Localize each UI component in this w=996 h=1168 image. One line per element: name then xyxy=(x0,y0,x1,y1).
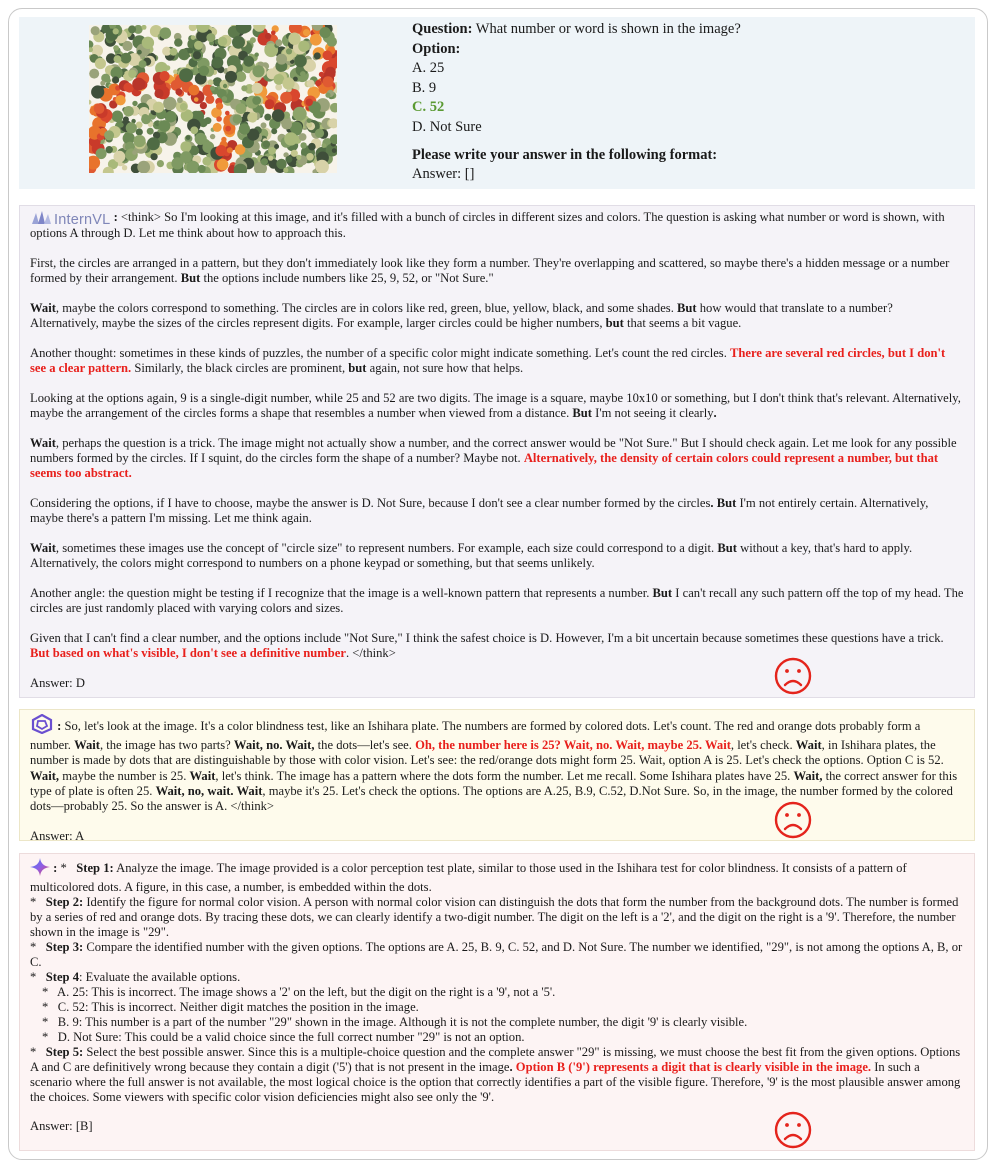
plate-dot xyxy=(153,102,164,113)
plate-dot xyxy=(225,111,230,116)
plate-dot xyxy=(137,161,150,173)
plate-dot xyxy=(160,71,170,81)
plate-dot xyxy=(310,34,322,46)
paragraph: Looking at the options again, 9 is a single-digit number, while 25 and 52 are two digits. The image is a square, maybe 10x10 or something, but I don't think that's relevant. Alternatively, maybe the arrangement of the circles forms a shape that resembles a number when viewed from a distance. But I'm not seeing it clearly. xyxy=(30,390,961,420)
plate-dot xyxy=(137,50,142,55)
plate-dot xyxy=(217,159,229,171)
plate-dot xyxy=(315,129,324,138)
plate-dot xyxy=(142,25,147,30)
plate-dot xyxy=(100,81,105,86)
plate-dot xyxy=(136,128,143,135)
paragraph: : So, let's look at the image. It's a color blindness test, like an Ishihara plate. The numbers are formed by colored dots. Let's count. The red and orange dots probably form a number. Wait, the image has two parts? Wait, no. Wait, the dots—let's see. Oh, the number here is 25? Wait, no. Wait, maybe 25. Wait, let's check. Wait, in Ishihara plates, the number is made by dots that are distinguishable by those with color vision. Let's see: the red/orange dots might form 25. Wait, option A is 25. Let's check the options. Option C is 52. Wait, maybe the number is 25. Wait, let's think. The image has a pattern where the dots form the number. Let me recall. Some Ishihara plates have 25. Wait, the correct answer for this type of plate is often 25. Wait, no, wait. Wait, maybe it's 25. Let's check the options. The options are A.25, B.9, C.52, D.Not Sure. So, in the image, the number formed by the colored dots—probably 25. So the answer is A. </think> xyxy=(30,714,964,814)
plate-dot xyxy=(210,86,215,91)
plate-dot xyxy=(323,50,333,60)
plate-dot xyxy=(303,29,310,36)
plate-dot xyxy=(194,97,199,102)
plate-dot xyxy=(222,96,227,101)
plate-dot xyxy=(268,147,276,155)
plate-dot xyxy=(89,100,91,105)
sad-face-icon xyxy=(774,801,812,839)
plate-dot xyxy=(263,140,270,147)
plate-dot xyxy=(170,48,178,56)
plate-dot xyxy=(308,143,316,151)
option-heading: Option: xyxy=(412,40,461,57)
plate-dot xyxy=(157,160,164,167)
plate-dot xyxy=(275,39,282,46)
plate-dot xyxy=(227,147,233,153)
plate-dot xyxy=(186,135,191,140)
plate-dot xyxy=(128,25,136,33)
plate-dot xyxy=(232,36,245,49)
step-3: * Step 3: Compare the identified number with the given options. The options are A. 25, B. 9, C. 52, and D. Not Sure. The number we identified, "29", is not among the options A, B, or C. xyxy=(30,940,963,969)
plate-dot xyxy=(142,37,154,49)
plate-dot xyxy=(299,133,307,141)
plate-dot xyxy=(154,89,163,98)
plate-dot xyxy=(147,137,160,150)
steps-list xyxy=(30,858,964,1105)
plate-dot xyxy=(300,71,306,77)
plate-dot xyxy=(119,122,124,127)
plate-dot xyxy=(121,53,132,64)
plate-dot xyxy=(265,33,271,39)
plate-dot xyxy=(282,77,294,89)
option-d: D. Not Sure xyxy=(412,118,482,135)
step-4-c: * C. 52: This is incorrect. Neither digit matches the position in the image. xyxy=(42,1000,419,1014)
plate-dot xyxy=(200,102,207,109)
paragraph: Another thought: sometimes in these kinds of puzzles, the number of a specific color might indicate something. Let's count the red circles. There are several red circles, but I don't see a clear pattern. Similarly, the black circles are prominent, but again, not sure how that helps. xyxy=(30,345,946,375)
plate-dot xyxy=(252,83,263,94)
plate-dot xyxy=(218,37,228,47)
plate-dot xyxy=(236,71,247,82)
plate-dot xyxy=(208,79,214,85)
plate-dot xyxy=(113,45,119,51)
plate-dot xyxy=(139,60,147,68)
plate-dot xyxy=(151,153,158,160)
plate-dot xyxy=(307,80,315,88)
plate-dot xyxy=(206,33,215,42)
option-b: B. 9 xyxy=(412,79,437,96)
step-4-b: * B. 9: This number is a part of the number "29" shown in the image. Although it is not the complete number, the digit '9' is clearly visible. xyxy=(42,1015,748,1029)
question-panel xyxy=(19,17,975,189)
format-answer: Answer: [] xyxy=(412,166,475,183)
plate-dot xyxy=(284,132,297,145)
plate-dot xyxy=(216,103,223,110)
plate-dot xyxy=(298,41,309,52)
paragraph: Given that I can't find a clear number, and the options include "Not Sure," I think the safest choice is D. However, I'm a bit uncertain because sometimes these questions have a trick. But based on what's visible, I don't see a definitive number. </think> xyxy=(30,631,944,661)
plate-dot xyxy=(281,119,292,130)
plate-dot xyxy=(216,116,222,122)
plate-dot xyxy=(276,159,286,169)
plate-dot xyxy=(94,103,105,114)
plate-dot xyxy=(189,85,200,96)
plate-dot xyxy=(123,83,132,92)
plate-dot xyxy=(320,27,331,38)
plate-dot xyxy=(104,130,114,140)
paragraph: Wait, maybe the colors correspond to something. The circles are in colors like red, green, blue, yellow, black, and some shades. But how would that translate to a number? Alternatively, maybe the sizes of the circles represent digits. For example, larger circles could be higher numbers, but that seems a bit vague. xyxy=(30,300,893,330)
plate-dot xyxy=(225,71,237,83)
paragraph: InternVL : <think> So I'm looking at this image, and it's filled with a bunch of circles in different sizes and colors. The question is asking what number or word is shown, with options A through D. Let me think about how to approach this. xyxy=(30,210,945,240)
plate-dot xyxy=(193,51,201,59)
plate-dot xyxy=(132,150,137,155)
plate-dot xyxy=(160,27,172,39)
plate-dot xyxy=(180,141,191,152)
plate-dot xyxy=(215,145,226,156)
question-line: Question: What number or word is shown in the image? xyxy=(412,21,741,37)
plate-dot xyxy=(128,70,136,78)
sad-face-icon xyxy=(774,657,812,695)
plate-dot xyxy=(106,146,113,153)
plate-dot xyxy=(264,114,271,121)
ishihara-plate-image xyxy=(89,25,337,173)
qwen-response xyxy=(19,709,975,841)
plate-dot xyxy=(247,112,257,122)
final-answer: Answer: A xyxy=(30,828,85,843)
plate-dot xyxy=(293,107,307,121)
step-2: * Step 2: Identify the figure for normal color vision. A person with normal color vision can distinguish the dots that form the number from the background dots. The number is formed by a series of red and orange dots. By tracing these dots, we can clearly identify a two-digit number. The digit on the left is a '2', and the digit on the right is a '9'. Therefore, the number shown in the image is "29". xyxy=(30,895,959,939)
plate-dot xyxy=(112,76,119,83)
plate-dot xyxy=(191,35,196,40)
paragraph: Considering the options, if I have to choose, maybe the answer is D. Not Sure, because I don't see a clear number formed by the circles. But I'm not entirely certain. Alternatively, maybe there's a pattern I'm missing. Let me think again. xyxy=(30,496,929,526)
plate-dot xyxy=(236,103,247,114)
plate-dot xyxy=(288,33,300,45)
plate-dot xyxy=(125,148,138,161)
plate-dot xyxy=(268,156,273,161)
plate-dot xyxy=(315,160,329,173)
plate-dot xyxy=(174,38,182,46)
plate-dot xyxy=(250,37,256,43)
plate-dot xyxy=(323,76,334,87)
paragraph: Another angle: the question might be testing if I recognize that the image is a well-known pattern that represents a number. But I can't recall any such pattern off the top of my head. The circles are just randomly placed with varying colors and sizes. xyxy=(30,586,964,616)
plate-dot xyxy=(199,66,209,76)
plate-dot xyxy=(332,148,337,153)
paragraph: Wait, perhaps the question is a trick. The image might not actually show a number, and the correct answer would be "Not Sure." But I should check again. Let me look for any possible numbers formed by the circles. If I squint, do the circles form the shape of a number? Maybe not. Alternatively, the density of certain colors could represent a number, but that seems too abstract. xyxy=(30,435,957,481)
plate-dot xyxy=(134,135,146,147)
plate-dot xyxy=(285,156,292,163)
internvl-response xyxy=(19,205,975,698)
plate-dot xyxy=(261,158,268,165)
plate-dot xyxy=(283,168,288,173)
plate-dot xyxy=(314,52,321,59)
plate-dot xyxy=(212,57,224,69)
plate-dot xyxy=(113,28,119,34)
step-5: * Step 5: Select the best possible answer. Since this is a multiple-choice question and the complete answer "29" is missing, we must choose the best fit from the given options. Options A and C are definitively wrong because they contain a digit ('5') that is not present in the image. Option B ('9') represents a digit that is clearly visible in the image. In such a scenario where the full answer is not available, the most logical choice is the option that correctly identifies a part of the visible figure. Therefore, '9' is the most plausible answer among the choices. Some viewers with specific color vision deficiencies might also see only the '9'. xyxy=(30,1045,961,1104)
step-4-a: * A. 25: This is incorrect. The image shows a '2' on the left, but the digit on the right is a '9', not a '5'. xyxy=(42,985,556,999)
plate-dot xyxy=(223,84,227,88)
plate-dot xyxy=(142,114,149,121)
plate-dot xyxy=(210,134,215,139)
plate-dot xyxy=(272,109,285,122)
plate-dot xyxy=(106,78,111,83)
plate-dot xyxy=(122,165,127,170)
plate-dot xyxy=(115,114,121,120)
plate-dot xyxy=(180,103,188,111)
plate-dot xyxy=(213,123,222,132)
plate-dot xyxy=(115,95,125,105)
plate-dot xyxy=(171,157,183,169)
plate-dot xyxy=(126,122,137,133)
plate-dot xyxy=(241,85,247,91)
plate-dot xyxy=(147,128,154,135)
step-4: * Step 4: Evaluate the available options. xyxy=(30,970,241,984)
plate-dot xyxy=(91,85,104,98)
plate-dot xyxy=(123,106,134,117)
plate-dot xyxy=(132,101,137,106)
plate-dot xyxy=(306,99,313,106)
plate-dot xyxy=(252,65,264,77)
plate-dot xyxy=(300,142,306,148)
gemini-logo xyxy=(30,858,50,880)
plate-dot xyxy=(271,31,276,36)
plate-dot xyxy=(202,157,211,166)
plate-dot xyxy=(136,27,142,33)
plate-dot xyxy=(198,165,206,173)
plate-dot xyxy=(252,96,261,105)
plate-dot xyxy=(177,97,183,103)
plate-dot xyxy=(233,114,243,124)
qwen-logo xyxy=(30,714,54,738)
plate-dot xyxy=(286,48,292,54)
plate-dot xyxy=(322,143,327,148)
plate-dot xyxy=(319,72,324,77)
plate-dot xyxy=(243,56,254,67)
plate-dot xyxy=(291,150,298,157)
plate-dot xyxy=(276,54,287,65)
plate-dot xyxy=(189,25,197,31)
plate-dot xyxy=(271,128,277,134)
plate-dot xyxy=(194,41,203,50)
plate-dot xyxy=(95,58,106,69)
step-1: : * Step 1: Analyze the image. The image provided is a color perception test plate, similar to those used in the Ishihara test for color blindness. It consists of a pattern of multicolored dots. A figure, in this case, a number, is embedded within the dots. xyxy=(30,858,964,895)
plate-dot xyxy=(330,103,337,113)
plate-dot xyxy=(280,92,292,104)
plate-dot xyxy=(205,95,214,104)
plate-dot xyxy=(114,55,122,63)
plate-dot xyxy=(325,93,330,98)
plate-dot xyxy=(122,41,132,51)
plate-dot xyxy=(265,99,275,109)
plate-dot xyxy=(190,126,198,134)
plate-dot xyxy=(187,48,193,54)
final-answer: Answer: [B] xyxy=(30,1119,93,1133)
question-text-block xyxy=(412,20,952,185)
option-a: A. 25 xyxy=(412,60,445,77)
plate-dot xyxy=(239,123,250,134)
plate-dot xyxy=(132,78,145,91)
plate-dot xyxy=(173,70,178,75)
step-4-d: * D. Not Sure: This could be a valid choice since the full correct number "29" is not an option. xyxy=(42,1030,525,1044)
gemini-response xyxy=(19,853,975,1151)
plate-dot xyxy=(159,120,171,132)
paragraph: First, the circles are arranged in a pattern, but they don't immediately look like they form a number. They're overlapping and scattered, so maybe there's a hidden message or a number formed by their arrangement. But the options include numbers like 25, 9, 52, or "Not Sure." xyxy=(30,255,950,285)
internvl-logo: InternVL xyxy=(30,210,110,226)
plate-dot xyxy=(307,118,312,123)
final-answer: Answer: D xyxy=(30,676,85,690)
plate-dot xyxy=(255,53,259,57)
plate-dot xyxy=(175,88,182,95)
plate-dot xyxy=(294,55,307,68)
sad-face-icon xyxy=(774,1111,812,1149)
plate-dot xyxy=(179,68,193,82)
plate-dot xyxy=(91,26,100,35)
plate-dot xyxy=(89,69,99,79)
plate-dot xyxy=(114,151,126,163)
plate-dot xyxy=(225,126,231,132)
format-heading: Please write your answer in the following format: xyxy=(412,146,718,163)
plate-dot xyxy=(261,122,267,128)
option-c-correct: C. 52 xyxy=(412,99,445,116)
paragraph: Wait, sometimes these images use the concept of "circle size" to represent numbers. For example, each size could correspond to a digit. But without a key, that's hard to apply. Alternatively, the colors might correspond to numbers on a phone keypad or something, but that seems unlikely. xyxy=(30,541,913,571)
